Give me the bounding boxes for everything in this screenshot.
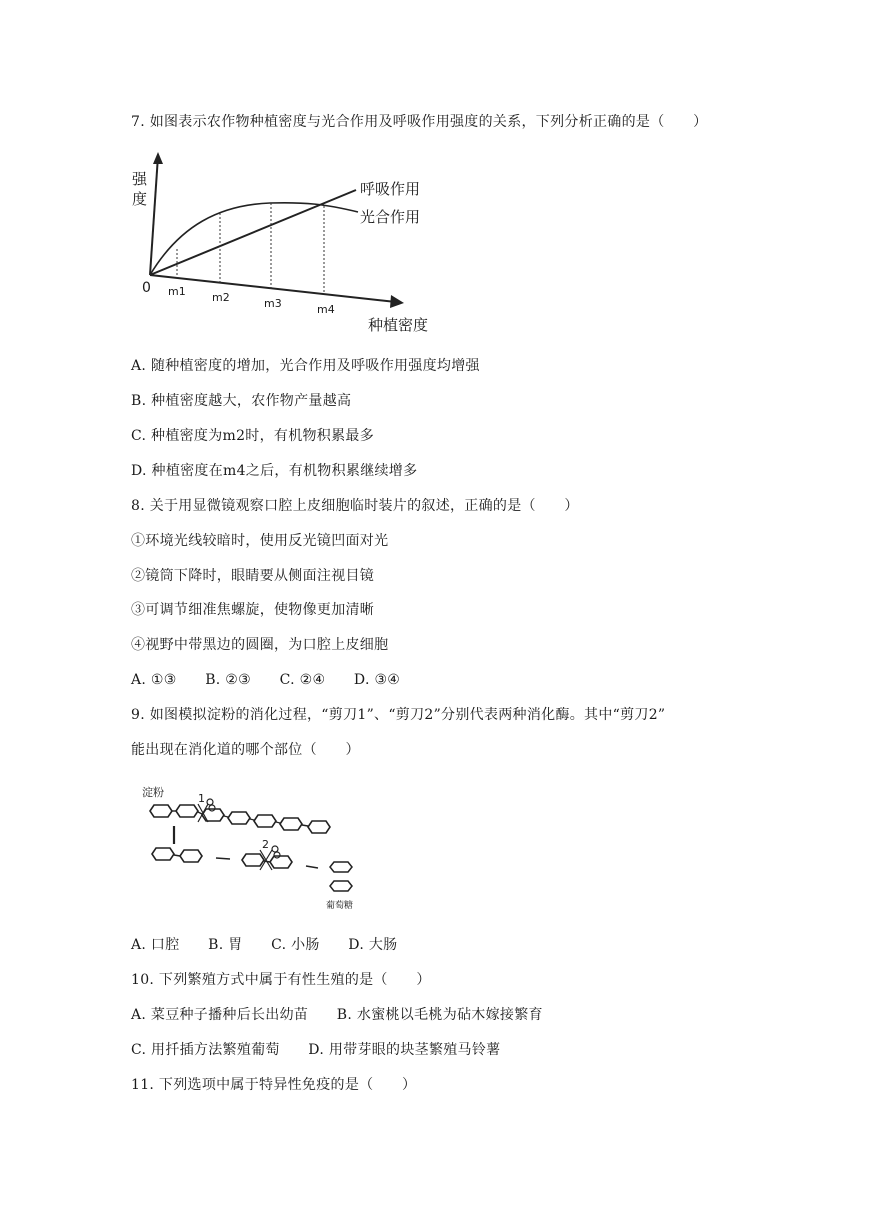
q8-statement-2: ②镜筒下降时，眼睛要从侧面注视目镜 bbox=[131, 568, 375, 584]
glucose-units bbox=[330, 862, 352, 891]
y-label-char-1: 强 bbox=[132, 170, 148, 188]
respiration-label: 呼吸作用 bbox=[360, 180, 421, 198]
scissor-2-label: 2 bbox=[262, 838, 269, 851]
q11-stem: 11. 下列选项中属于特异性免疫的是（ ） bbox=[131, 1077, 417, 1093]
q8-statement-1: ①环境光线较暗时，使用反光镜凹面对光 bbox=[131, 533, 389, 549]
q9-figure bbox=[138, 782, 368, 917]
q10-stem: 10. 下列繁殖方式中属于有性生殖的是（ ） bbox=[131, 972, 431, 988]
y-axis-arrow-icon bbox=[153, 152, 163, 164]
tick-m4: m4 bbox=[317, 303, 335, 316]
q10-options-line2: C. 用扦插方法繁殖葡萄 D. 用带芽眼的块茎繁殖马铃薯 bbox=[131, 1042, 501, 1058]
y-axis bbox=[150, 156, 158, 275]
tick-m1: m1 bbox=[168, 285, 186, 298]
q9-stem-line1: 9. 如图模拟淀粉的消化过程，“剪刀1”、“剪刀2”分别代表两种消化酶。其中“剪刀2” bbox=[131, 707, 666, 723]
q9-stem-line2: 能出现在消化道的哪个部位（ ） bbox=[131, 742, 360, 758]
photosynthesis-label: 光合作用 bbox=[360, 208, 421, 226]
photosynthesis-curve bbox=[150, 203, 358, 275]
respiration-line bbox=[150, 190, 356, 275]
q9-options: A. 口腔 B. 胃 C. 小肠 D. 大肠 bbox=[131, 937, 398, 953]
origin-label: 0 bbox=[142, 280, 151, 296]
q10-options-line1: A. 菜豆种子播种后长出幼苗 B. 水蜜桃以毛桃为砧木嫁接繁育 bbox=[131, 1007, 543, 1023]
q8-options: A. ①③ B. ②③ C. ②④ D. ③④ bbox=[131, 672, 401, 688]
q7-stem: 7. 如图表示农作物种植密度与光合作用及呼吸作用强度的关系，下列分析正确的是（ ） bbox=[131, 114, 708, 130]
tick-m3: m3 bbox=[264, 297, 282, 310]
q8-statement-4: ④视野中带黑边的圆圈，为口腔上皮细胞 bbox=[131, 637, 389, 653]
starch-chain bbox=[150, 805, 330, 833]
q8-stem: 8. 关于用显微镜观察口腔上皮细胞临时装片的叙述，正确的是（ ） bbox=[131, 498, 579, 514]
q7-figure bbox=[120, 150, 450, 340]
y-label-char-2: 度 bbox=[132, 190, 148, 208]
tick-m2: m2 bbox=[212, 291, 230, 304]
q7-option-b: B. 种植密度越大，农作物产量越高 bbox=[131, 393, 352, 409]
starch-label: 淀粉 bbox=[142, 786, 164, 799]
x-axis-arrow-icon bbox=[390, 295, 404, 308]
q7-option-a: A. 随种植密度的增加，光合作用及呼吸作用强度均增强 bbox=[131, 358, 480, 374]
q7-option-d: D. 种植密度在m4之后，有机物积累继续增多 bbox=[131, 463, 418, 479]
x-label: 种植密度 bbox=[368, 316, 429, 334]
glucose-label: 葡萄糖 bbox=[326, 901, 354, 911]
q7-option-c: C. 种植密度为m2时，有机物积累最多 bbox=[131, 428, 374, 444]
scissor-1-label: 1 bbox=[198, 792, 205, 805]
q8-statement-3: ③可调节细准焦螺旋，使物像更加清晰 bbox=[131, 602, 375, 618]
